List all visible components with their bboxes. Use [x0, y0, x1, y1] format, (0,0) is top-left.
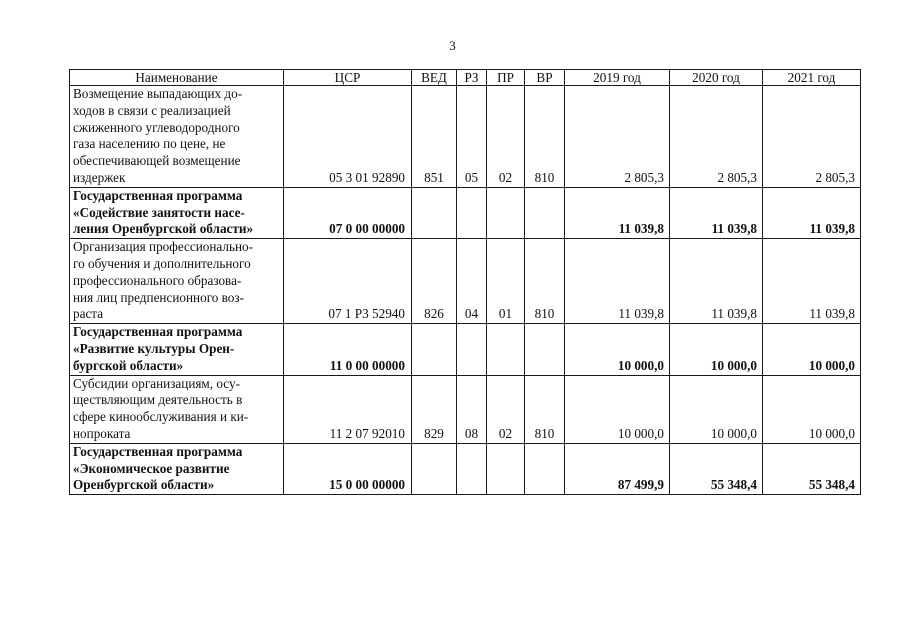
- row-csr: 11 0 00 00000: [284, 324, 412, 375]
- row-vr: 810: [525, 239, 565, 324]
- header-pr: ПР: [487, 70, 525, 86]
- row-name: Субсидии организациям, осу- ществляющим деятельность в сфере кинообслуживания и ки- нопроката: [73, 375, 249, 441]
- header-2020: 2020 год: [670, 70, 763, 86]
- header-ved: ВЕД: [412, 70, 457, 86]
- header-2019: 2019 год: [565, 70, 670, 86]
- row-name-cell: [70, 443, 284, 494]
- header-2021: 2021 год: [763, 70, 861, 86]
- row-2019: 10 000,0: [565, 375, 670, 443]
- row-2020: 10 000,0: [670, 375, 763, 443]
- row-pr: 02: [487, 86, 525, 188]
- row-2021: 2 805,3: [763, 86, 861, 188]
- row-2020: 11 039,8: [670, 239, 763, 324]
- row-2020: 10 000,0: [670, 324, 763, 375]
- header-rz: РЗ: [457, 70, 487, 86]
- row-pr: [487, 187, 525, 238]
- table-row: [70, 443, 861, 494]
- row-name: Государственная программа «Развитие культуры Орен- бургской области»: [73, 324, 243, 373]
- row-2019: 11 039,8: [565, 187, 670, 238]
- header-csr: ЦСР: [284, 70, 412, 86]
- row-name-cell: [70, 239, 284, 324]
- row-csr: 11 2 07 92010: [284, 375, 412, 443]
- row-2020: 2 805,3: [670, 86, 763, 188]
- row-pr: 01: [487, 239, 525, 324]
- header-row: [70, 70, 861, 86]
- header-name: Наименование: [70, 70, 284, 86]
- row-rz: 08: [457, 375, 487, 443]
- row-vr: 810: [525, 375, 565, 443]
- row-pr: [487, 443, 525, 494]
- row-ved: 829: [412, 375, 457, 443]
- row-2021: 11 039,8: [763, 187, 861, 238]
- row-csr: 15 0 00 00000: [284, 443, 412, 494]
- row-rz: [457, 324, 487, 375]
- table-row: [70, 375, 861, 443]
- row-pr: 02: [487, 375, 525, 443]
- row-name-cell: [70, 324, 284, 375]
- row-pr: [487, 324, 525, 375]
- table-row: [70, 86, 861, 188]
- row-rz: 05: [457, 86, 487, 188]
- row-vr: [525, 187, 565, 238]
- row-name-cell: [70, 86, 284, 188]
- row-rz: 04: [457, 239, 487, 324]
- table-row: [70, 239, 861, 324]
- budget-table: [69, 69, 861, 495]
- row-2021: 11 039,8: [763, 239, 861, 324]
- row-2019: 87 499,9: [565, 443, 670, 494]
- row-csr: 07 0 00 00000: [284, 187, 412, 238]
- row-ved: [412, 324, 457, 375]
- row-name: Возмещение выпадающих до- ходов в связи с реализацией сжиженного углеводородного газа населению по цене, не обеспечивающей возмещение издержек: [73, 86, 243, 185]
- row-csr: 05 3 01 92890: [284, 86, 412, 188]
- row-name-cell: [70, 187, 284, 238]
- row-ved: [412, 443, 457, 494]
- row-csr: 07 1 P3 52940: [284, 239, 412, 324]
- row-vr: [525, 324, 565, 375]
- row-2019: 11 039,8: [565, 239, 670, 324]
- row-name: Государственная программа «Содействие занятости насе- ления Оренбургской области»: [73, 187, 254, 237]
- table-row: [70, 187, 861, 238]
- row-ved: 826: [412, 239, 457, 324]
- page-number: 3: [449, 38, 456, 53]
- header-vr: ВР: [525, 70, 565, 86]
- row-name: Организация профессионально- го обучения и дополнительного профессионального образова- ния лиц предпенсионного воз- раста: [73, 239, 254, 322]
- row-ved: 851: [412, 86, 457, 188]
- row-name-cell: [70, 375, 284, 443]
- row-2020: 11 039,8: [670, 187, 763, 238]
- row-2020: 55 348,4: [670, 443, 763, 494]
- row-ved: [412, 187, 457, 238]
- row-rz: [457, 443, 487, 494]
- row-2019: 10 000,0: [565, 324, 670, 375]
- row-2019: 2 805,3: [565, 86, 670, 188]
- row-name: Государственная программа «Экономическое развитие Оренбургской области»: [73, 443, 243, 493]
- row-vr: [525, 443, 565, 494]
- row-2021: 10 000,0: [763, 324, 861, 375]
- row-vr: 810: [525, 86, 565, 188]
- row-rz: [457, 187, 487, 238]
- row-2021: 10 000,0: [763, 375, 861, 443]
- row-2021: 55 348,4: [763, 443, 861, 494]
- table-row: [70, 324, 861, 375]
